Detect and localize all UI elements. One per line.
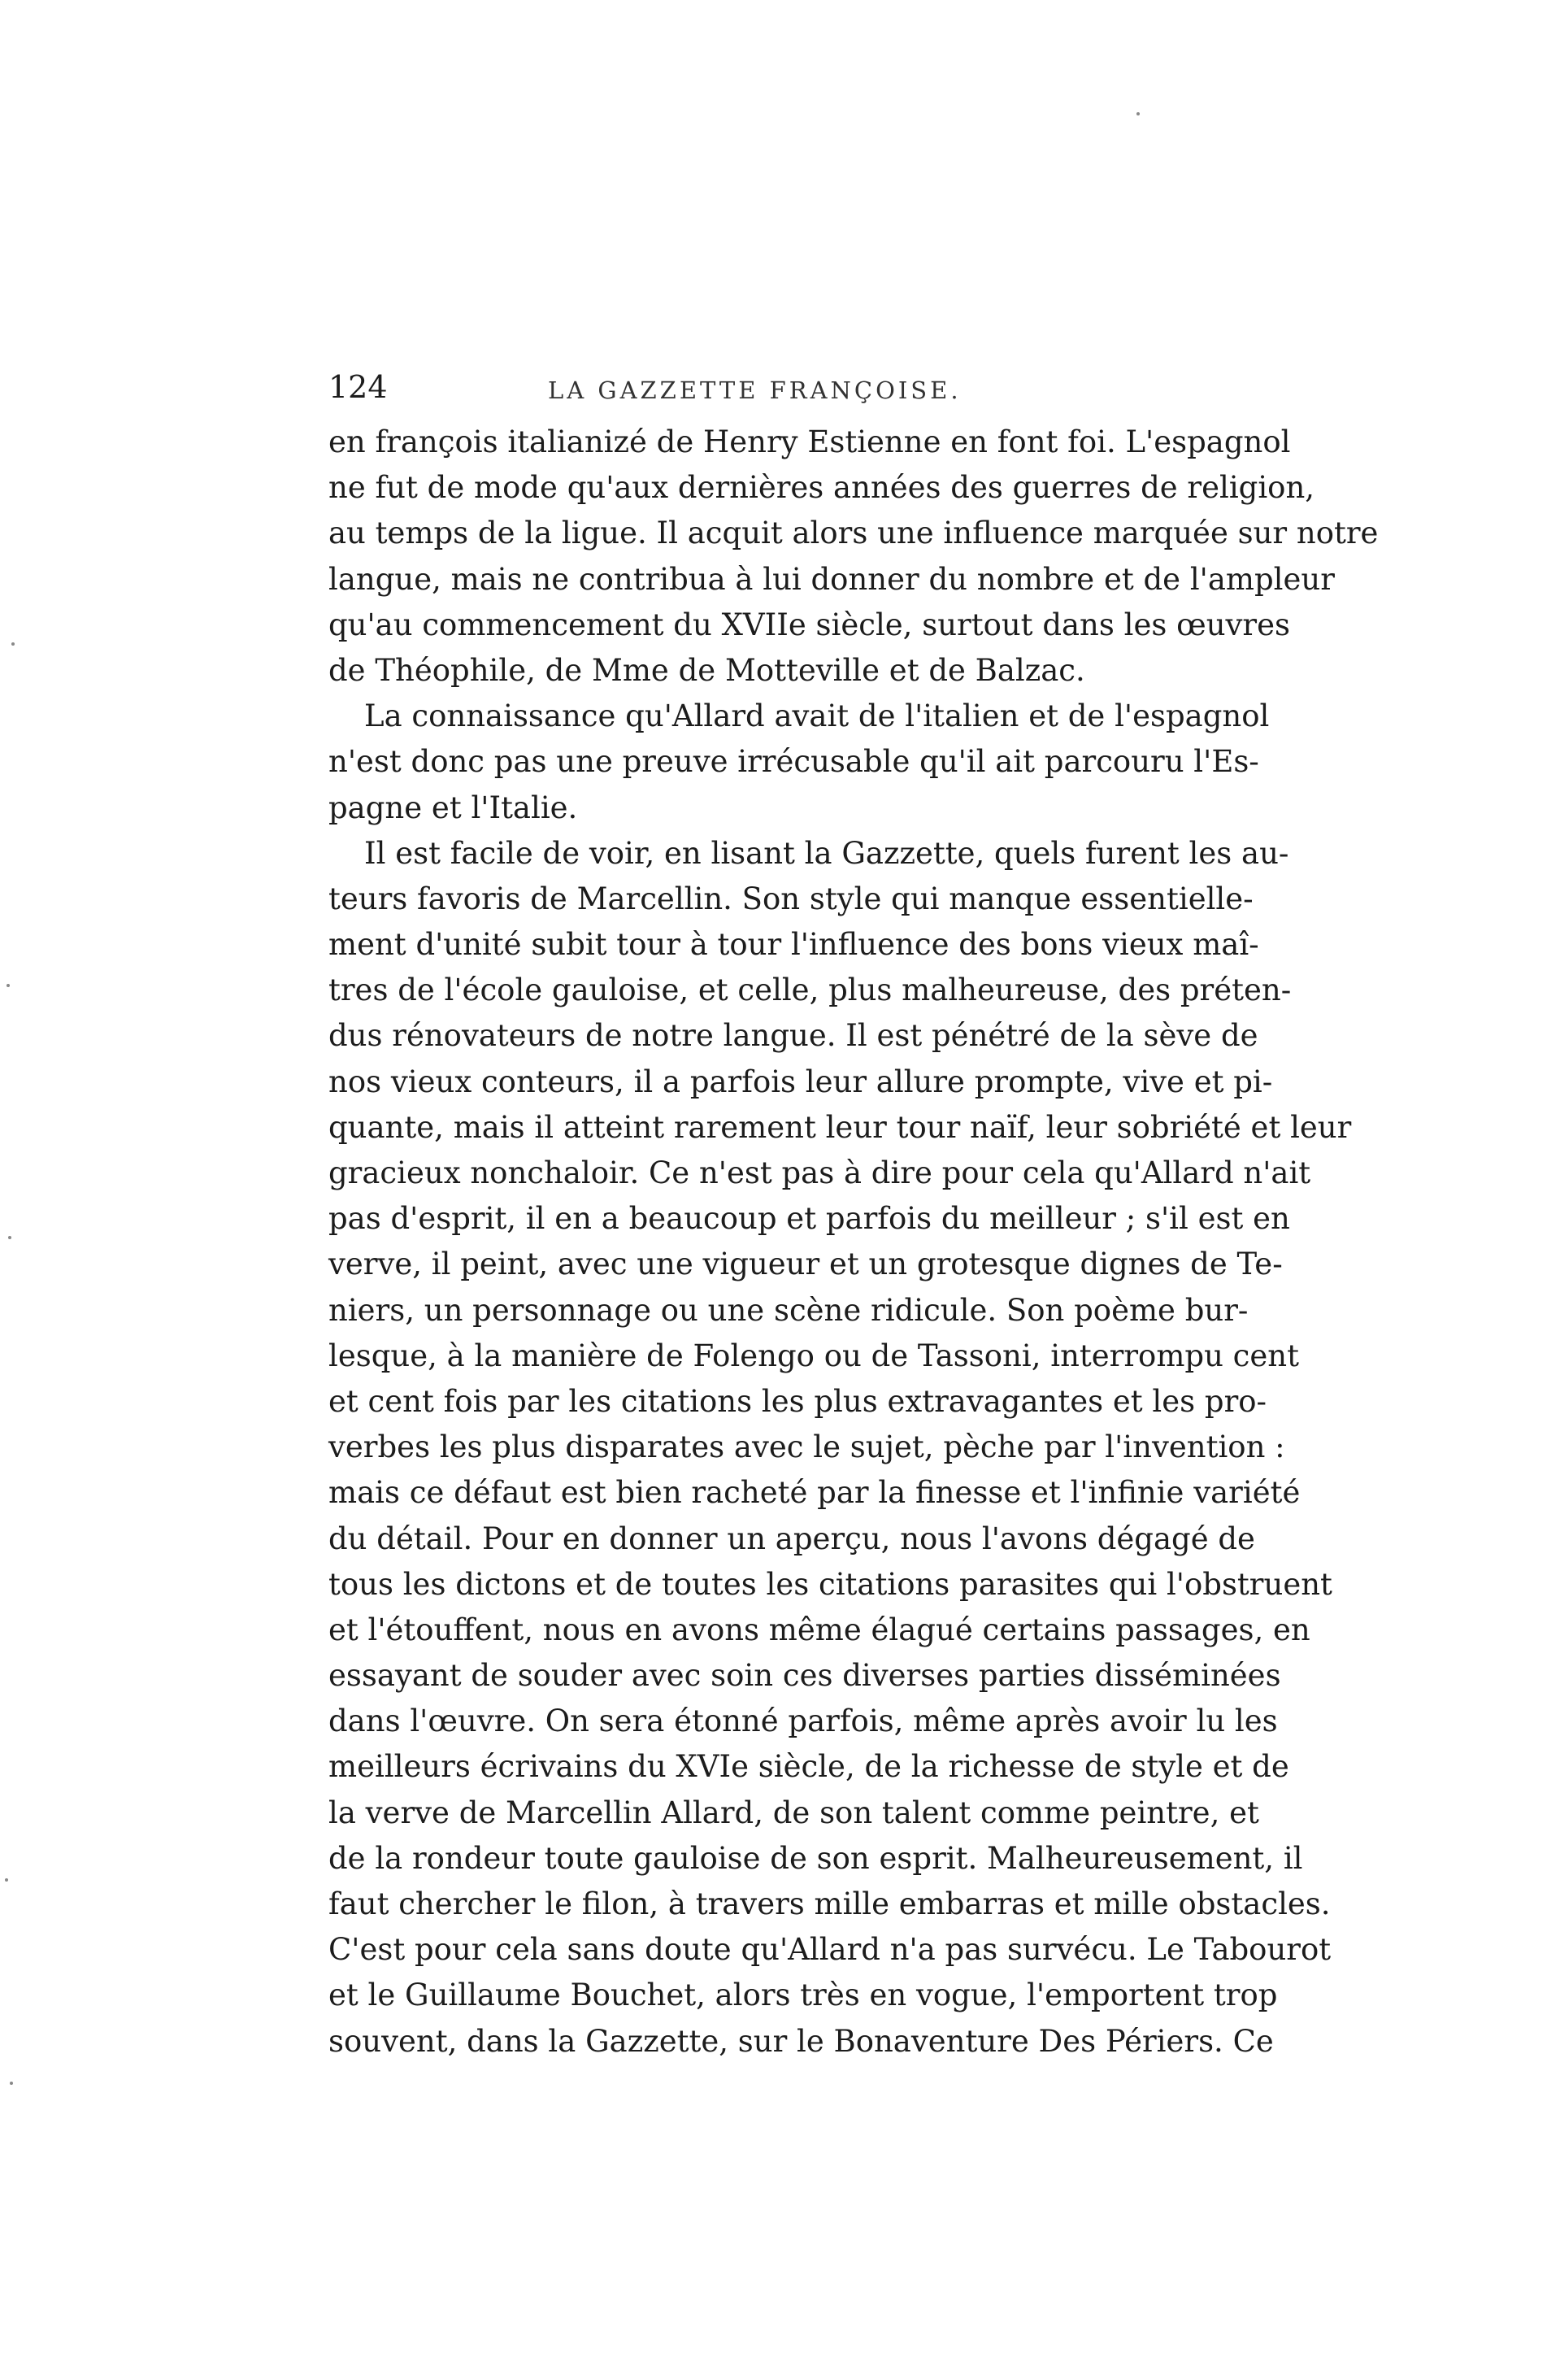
text-line: dans l'œuvre. On sera étonné parfois, même après avoir lu les	[328, 1703, 1278, 1739]
text-line: la verve de Marcellin Allard, de son talent comme peintre, et	[328, 1795, 1259, 1830]
text-line: nos vieux conteurs, il a parfois leur allure prompte, vive et pi-	[328, 1064, 1273, 1099]
scan-speck	[5, 1878, 8, 1882]
text-line: souvent, dans la Gazzette, sur le Bonaventure Des Périers. Ce	[328, 2023, 1274, 2059]
text-line: lesque, à la manière de Folengo ou de Tassoni, interrompu cent	[328, 1338, 1299, 1373]
page-number: 124	[328, 369, 388, 405]
scan-speck	[1136, 112, 1140, 115]
page-header	[328, 368, 1208, 416]
text-line: qu'au commencement du XVIIe siècle, surtout dans les œuvres	[328, 607, 1291, 642]
text-line: quante, mais il atteint rarement leur tour naïf, leur sobriété et leur	[328, 1109, 1352, 1145]
text-line: essayant de souder avec soin ces diverses parties disséminées	[328, 1658, 1281, 1694]
text-line: verbes les plus disparates avec le sujet, pèche par l'invention :	[328, 1429, 1285, 1465]
text-line: gracieux nonchaloir. Ce n'est pas à dire pour cela qu'Allard n'ait	[328, 1155, 1311, 1190]
scan-speck	[10, 2082, 13, 2085]
text-line: pagne et l'Italie.	[328, 790, 578, 825]
body-text	[328, 420, 1379, 2065]
text-line: et le Guillaume Bouchet, alors très en vogue, l'emportent trop	[328, 1978, 1278, 2013]
text-line: La connaissance qu'Allard avait de l'italien et de l'espagnol	[364, 698, 1270, 734]
text-line: teurs favoris de Marcellin. Son style qui manque essentielle-	[328, 881, 1254, 916]
text-line: ne fut de mode qu'aux dernières années des guerres de religion,	[328, 470, 1315, 506]
text-line: et l'étouffent, nous en avons même élagué certains passages, en	[328, 1612, 1310, 1647]
text-line: verve, il peint, avec une vigueur et un grotesque dignes de Te-	[328, 1247, 1283, 1282]
text-line: de Théophile, de Mme de Motteville et de Balzac.	[328, 652, 1085, 688]
text-line: tous les dictons et de toutes les citations parasites qui l'obstruent	[328, 1566, 1332, 1602]
text-line: faut chercher le filon, à travers mille embarras et mille obstacles.	[328, 1886, 1331, 1921]
running-title: LA GAZZETTE FRANÇOISE.	[548, 376, 962, 404]
text-line: meilleurs écrivains du XVIe siècle, de la richesse de style et de	[328, 1749, 1289, 1785]
scan-speck	[11, 642, 15, 646]
scan-speck	[7, 984, 10, 987]
text-line: Il est facile de voir, en lisant la Gazzette, quels furent les au-	[364, 835, 1289, 871]
text-line: du détail. Pour en donner un aperçu, nous l'avons dégagé de	[328, 1521, 1255, 1556]
text-line: C'est pour cela sans doute qu'Allard n'a pas survécu. Le Tabourot	[328, 1932, 1332, 1968]
text-line: mais ce défaut est bien racheté par la finesse et l'infinie variété	[328, 1475, 1301, 1511]
text-line: et cent fois par les citations les plus extravagantes et les pro-	[328, 1383, 1267, 1419]
text-line: ment d'unité subit tour à tour l'influence des bons vieux maî-	[328, 927, 1259, 963]
text-line: pas d'esprit, il en a beaucoup et parfois du meilleur ; s'il est en	[328, 1201, 1290, 1237]
text-line: dus rénovateurs de notre langue. Il est pénétré de la sève de	[328, 1018, 1258, 1054]
text-line: tres de l'école gauloise, et celle, plus malheureuse, des préten-	[328, 972, 1292, 1008]
text-line: n'est donc pas une preuve irrécusable qu'il ait parcouru l'Es-	[328, 744, 1259, 780]
text-line: au temps de la ligue. Il acquit alors une influence marquée sur notre	[328, 516, 1379, 551]
scan-speck	[8, 1236, 11, 1239]
text-line: en françois italianizé de Henry Estienne en font foi. L'espagnol	[328, 424, 1291, 459]
text-line: de la rondeur toute gauloise de son esprit. Malheureusement, il	[328, 1840, 1303, 1876]
text-line: niers, un personnage ou une scène ridicule. Son poème bur-	[328, 1292, 1249, 1328]
text-line: langue, mais ne contribua à lui donner du nombre et de l'ampleur	[328, 561, 1335, 597]
